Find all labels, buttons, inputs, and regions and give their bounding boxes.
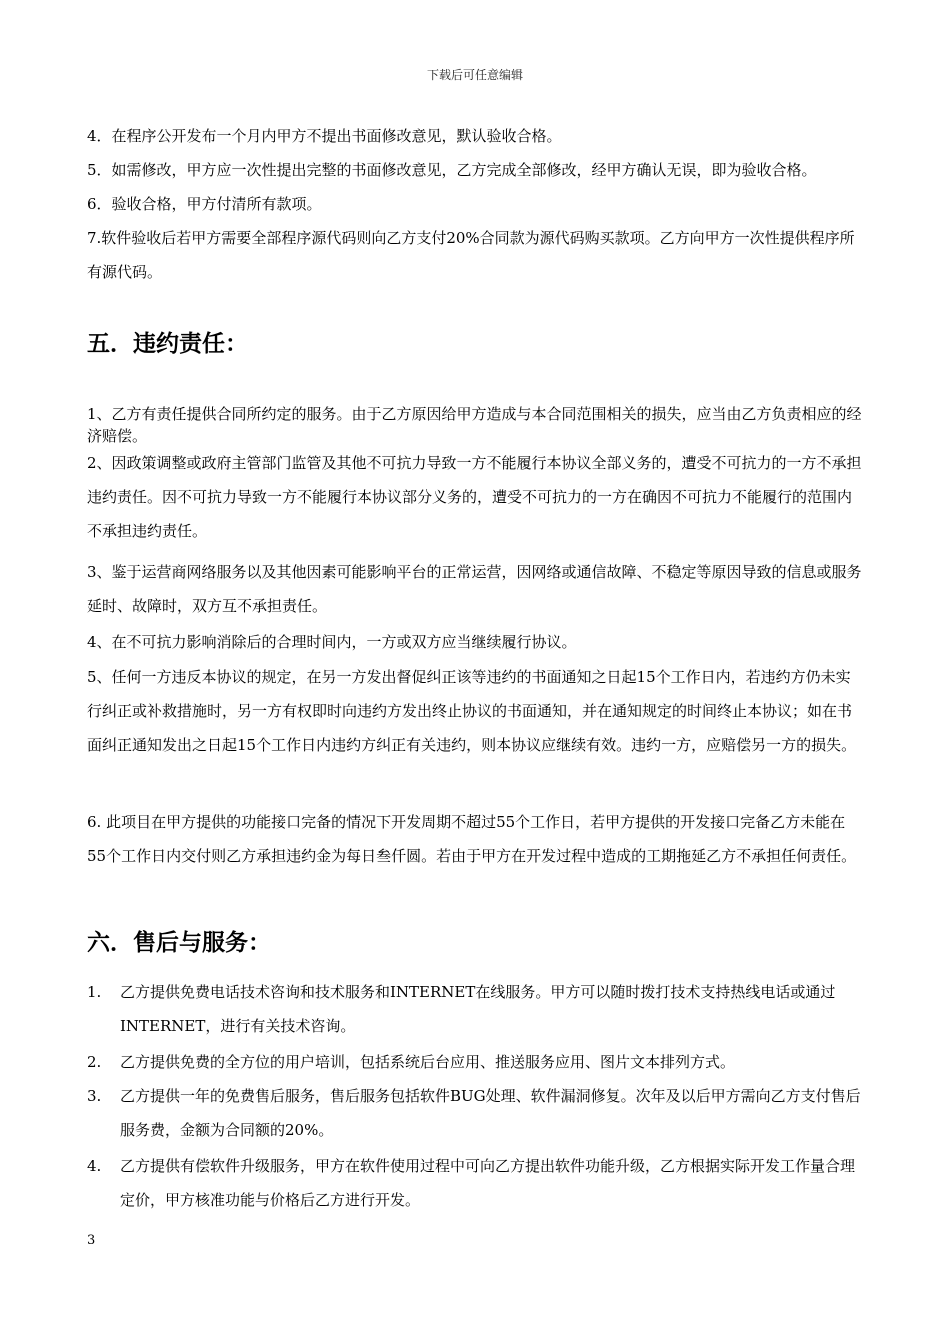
breach-item-6: 6. 此项目在甲方提供的功能接口完备的情况下开发周期不超过55个工作日，若甲方提供的开发接口完备乙方未能在55个工作日内交付则乙方承担违约金为每日叁仟圆。若由于甲方在开发过程中造成的工期拖延乙方不承担任何责任。 [87,813,857,865]
list-number: 3. [87,1087,102,1105]
breach-item-3: 3、鉴于运营商网络服务以及其他因素可能影响平台的正常运营，因网络或通信故障、不稳定等原因导致的信息或服务延时、故障时，双方互不承担责任。 [87,563,862,615]
list-text: 乙方提供有偿软件升级服务，甲方在软件使用过程中可向乙方提出软件功能升级，乙方根据实际开发工作量合理定价，甲方核准功能与价格后乙方进行开发。 [120,1157,856,1209]
breach-item-4: 4、在不可抗力影响消除后的合理时间内，一方或双方应当继续履行协议。 [87,633,577,651]
after-sales-item-1 [87,975,863,1043]
list-number: 1. [87,983,102,1001]
list-text: 乙方提供免费电话技术咨询和技术服务和INTERNET在线服务。甲方可以随时拨打技术支持热线电话或通过INTERNET，进行有关技术咨询。 [120,983,836,1035]
acceptance-item-7: 7.软件验收后若甲方需要全部程序源代码则向乙方支付20%合同款为源代码购买款项。乙方向甲方一次性提供程序所有源代码。 [87,229,855,281]
after-sales-list [87,975,863,1217]
section-title-after-sales: 六．售后与服务： [87,929,271,956]
acceptance-item-5: 5．如需修改，甲方应一次性提出完整的书面修改意见，乙方完成全部修改，经甲方确认无误，即为验收合格。 [87,161,817,179]
list-number: 4. [87,1157,102,1175]
breach-item-1: 1、乙方有责任提供合同所约定的服务。由于乙方原因给甲方造成与本合同范围相关的损失，应当由乙方负责相应的经济赔偿。 [87,405,862,445]
breach-item-2: 2、因政策调整或政府主管部门监管及其他不可抗力导致一方不能履行本协议全部义务的，遭受不可抗力的一方不承担违约责任。因不可抗力导致一方不能履行本协议部分义务的，遭受不可抗力的一方在确因不可抗力不能履行的范围内不承担违约责任。 [87,454,862,540]
list-text: 乙方提供免费的全方位的用户培训，包括系统后台应用、推送服务应用、图片文本排列方式。 [120,1053,736,1071]
list-text: 乙方提供一年的免费售后服务，售后服务包括软件BUG处理、软件漏洞修复。次年及以后甲方需向乙方支付售后服务费，金额为合同额的20%。 [120,1087,861,1139]
after-sales-item-2 [87,1045,863,1079]
page-number: 3 [87,1233,96,1248]
section-title-breach: 五．违约责任： [87,330,248,357]
after-sales-item-3 [87,1079,863,1147]
acceptance-item-4: 4．在程序公开发布一个月内甲方不提出书面修改意见，默认验收合格。 [87,127,562,145]
page-header: 下载后可任意编辑 [426,68,523,82]
breach-item-5: 5、任何一方违反本协议的规定，在另一方发出督促纠正该等违约的书面通知之日起15个工作日内，若违约方仍未实行纠正或补救措施时，另一方有权即时向违约方发出终止协议的书面通知，并在通知规定的时间终止本协议；如在书面纠正通知发出之日起15个工作日内违约方纠正有关违约，则本协议应继续有效。违约一方，应赔偿另一方的损失。 [87,668,857,754]
after-sales-item-4 [87,1149,863,1217]
acceptance-item-6: 6．验收合格，甲方付清所有款项。 [87,195,322,213]
list-number: 2. [87,1053,102,1071]
